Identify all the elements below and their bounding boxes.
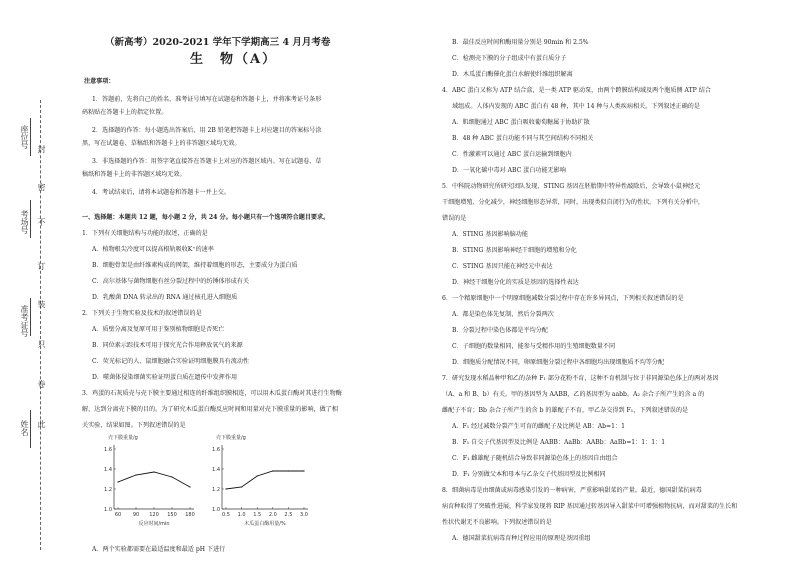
question-line: 2．下列关于生物实验及技术的叙述错误的是 (82, 310, 202, 317)
notice-line-4: 黑，写在试题卷、草稿纸和答题卡上的非答题区域均无效。 (82, 140, 241, 147)
y-tick-label: 1.4 (104, 466, 112, 473)
seal-char-7: 卷 (37, 380, 46, 388)
admission-number-field[interactable] (30, 298, 31, 336)
series-line (226, 471, 304, 489)
right-column (440, 0, 785, 561)
graph-reaction-time (92, 433, 204, 531)
x-axis-label: 木瓜蛋白酶用量/% (244, 521, 286, 527)
data-point (241, 486, 242, 487)
seal-char-6: 只 (37, 340, 46, 348)
data-point (135, 474, 136, 475)
question-line: 7．研究发现水稻品种甲和乙的杂种 F₁ 部分花粉不育，这种不育机制与位于非同源染色体上的两对基因 (442, 375, 719, 382)
question-line: A．都是染色体先复制，然后分裂两次 (452, 311, 554, 318)
question-line: D．细胞质分配情况不同，卵原细胞分裂过程中各细胞均出现细胞质不均等分配 (452, 359, 665, 366)
graph-enzyme-dosage-svg (200, 433, 320, 531)
notice-line-6: 稿纸和答题卡上的非答题区域均无效。 (82, 171, 186, 178)
seal-char-1: 封 (37, 145, 46, 153)
question-line: D．噬菌体侵染细菌实验证明蛋白质在遗传中发挥作用 (92, 374, 238, 381)
seal-char-4: 订 (37, 262, 46, 270)
question-line: D．木瓜蛋白酶催化蛋白水解使纤维组织解离 (452, 71, 573, 78)
seal-char-2: 密 (37, 183, 46, 191)
name-label: 姓名 (20, 420, 29, 436)
question-line: D．神经干细胞分化的实质是基因的选择性表达 (452, 279, 579, 286)
data-point (153, 471, 154, 472)
x-tick-label: 90 (132, 512, 140, 518)
x-tick-label: 2.5 (284, 512, 293, 518)
notice-line-5: 3．非选择题的作答：用签字笔直接答在答题卡上对应的答题区域内。写在试题卷、草 (92, 158, 322, 165)
seal-char-5: 装 (37, 300, 46, 308)
x-tick-label: 150 (167, 512, 177, 518)
seal-char-3: 不 (37, 218, 46, 226)
y-tick-label: 1.0 (212, 506, 220, 513)
question-line: C．检测壳下膜的分子组成中有蛋白质分子 (452, 55, 567, 62)
section-heading: 一、选择题：本题共 12 题，每小题 2 分，共 24 分。每小题只有一个选项符合题目要求。 (82, 214, 330, 221)
question-line: B．F₁ 自交子代基因型及比例是 AABB：AaBb：AABb：AaBb=1：1：1：1 (452, 439, 666, 446)
question-line: C．F₁ 雌雄配子随机结合导致非同源染色体上的基因自由组合 (452, 455, 618, 462)
question-line: C．子细胞的数量相同，能参与受精作用的生殖细胞数量不同 (452, 343, 616, 350)
seal-char-8: 此 (37, 420, 46, 428)
data-point (303, 470, 304, 471)
y-tick-label: 1.2 (104, 486, 112, 493)
question-line: B．STING 基因影响神经干细胞的增殖和分化 (452, 247, 577, 254)
data-point (117, 481, 118, 482)
question-line: 6．一个精原细胞中一个明原细胞减数分裂过程中存在许多异同点，下列相关叙述错误的是 (442, 295, 684, 302)
notice-line-7: 4．考试结束后，请将本试题卷和答题卡一并上交。 (92, 189, 230, 196)
question-line: C．荧光标记的人、鼠细胞融合实验证明细胞膜具有流动性 (92, 358, 250, 365)
subject-title: 生 物（A） (190, 52, 278, 67)
question-line: D．一氧化碳中毒对 ABC 蛋白功能无影响 (452, 167, 566, 174)
y-tick-label: 1.2 (212, 486, 220, 493)
notice-line-1: 1．答题前，先将自己的姓名、准考证号填写在试题卷和答题卡上，并将准考证号条形 (92, 96, 322, 103)
question-line: A．德国甜菜抗病毒育种过程应用的原理是基因重组 (452, 535, 591, 542)
question-line: C．性激素可以通过 ABC 蛋白运输到细胞内 (452, 151, 572, 158)
notice-heading: 注意事项： (84, 78, 115, 85)
y-axis-label: 壳下膜重量/g (108, 435, 138, 441)
y-tick-label: 1.4 (212, 466, 220, 473)
question-line: 关实验，结果如图。下列叙述错误的是 (82, 422, 186, 429)
seat-number-label: 座位号 (20, 125, 29, 149)
graph-enzyme-dosage (200, 433, 320, 531)
question-line: B．最佳反应时间和酶用量分别是 90min 和 2.5% (452, 39, 589, 46)
left-column (80, 0, 420, 561)
question-line: A．两个实验都需要在最适温度和最适 pH 下进行 (92, 546, 226, 553)
question-line: 干细胞增殖、分化减少，神经细胞形态异常，同时，出现类似自闭行为的性状。下列有关分析中， (442, 199, 705, 206)
y-tick-label: 1.6 (104, 446, 112, 453)
x-tick-label: 2.0 (268, 512, 277, 518)
question-line: 错误的是 (442, 215, 467, 222)
x-tick-label: 0.5 (222, 512, 230, 518)
x-tick-label: 60 (114, 512, 122, 518)
question-line: 4．ABC 蛋白又称为 ATP 结合盒，是一类 ATP 驱动泵，由两个跨膜结构域及两个胞质侧 ATP 结合 (442, 87, 711, 94)
x-tick-label: 1.0 (237, 512, 246, 518)
question-line: B．细胞骨架是由纤维素构成的网架，维持着细胞的形态，主要成分为蛋白质 (92, 262, 298, 269)
question-line: B．48 种 ABC 蛋白功能不同与其空间结构不同相关 (452, 135, 594, 142)
data-point (171, 476, 172, 477)
question-line: 域组成。人体内发现的 ABC 蛋白有 48 种，其中 14 种与人类疾病相关。下列叙述正确的是 (452, 103, 700, 110)
question-line: 解，达到分离壳下膜的目的。为了研究木瓜蛋白酶反应时间和用量对壳下膜重量的影响，做了相 (82, 406, 338, 413)
question-line: 雌配子不育；Bb 杂合子所产生的含 b 的雄配子不育，甲乙杂交得到 F₁，下列叙述错误的是 (442, 407, 689, 414)
question-line: A．植物根尖冷度可以提高根轨吸收K⁺的速率 (92, 246, 214, 253)
question-line: D．乳酸菌 DNA 转录出的 RNA 通过核孔进入细胞质 (92, 294, 238, 301)
exam-room-field[interactable] (30, 200, 31, 238)
question-line: 性状代谢无不良影响。下列叙述错误的是 (442, 519, 552, 526)
question-line: A．STING 基因影响脑功能 (452, 231, 528, 238)
y-tick-label: 1.0 (104, 506, 112, 513)
x-tick-label: 1.5 (253, 512, 262, 518)
question-line: C．高尔基体与菌物细胞有丝分裂过程中的纺锤体形成有关 (92, 278, 250, 285)
question-line: 病育种取得了突破性进展，科学家发现将 RIP 基因通过转基因导入甜菜中可增强植物抗病，而对甜菜的生长和 (442, 503, 738, 510)
notice-line-2: 码粘贴在答题卡上的指定位置。 (82, 109, 168, 116)
data-point (189, 486, 190, 487)
notice-line-3: 2．选择题的作答：每小题选出答案后，用 2B 铅笔把答题卡上对应题目的答案标号涂 (92, 127, 322, 134)
x-tick-label: 3.0 (300, 512, 308, 518)
question-line: C．STING 基因只能在神经元中表达 (452, 263, 553, 270)
question-line: （A、a 和 B、b）有关。甲的基因型为 AABB，乙的基因型为 aabb。A₂ 杂合子所产生的含 a 的 (442, 391, 705, 398)
data-point (257, 475, 258, 476)
data-point (288, 470, 289, 471)
question-line: B．同位素示踪技术可用于探究光合作用释放氧气的来源 (92, 342, 243, 349)
question-line: 3．鸡蛋的石灰质壳与壳下膜主要通过相连的纤维组织膜相连，可以用木瓜蛋白酶对其进行生物酶 (82, 390, 342, 397)
question-line: 5．中科院动物研究所研究团队发现，STING 基因在胚胎期中特异性敲除后，会导致小鼠神经元 (442, 183, 701, 190)
y-axis-label: 壳下膜重量/g (216, 435, 246, 441)
data-point (225, 488, 226, 489)
seal-line (40, 100, 41, 550)
question-line: D．F₁ 分别做父本和母本与乙杂交子代基因型及比例相同 (452, 471, 606, 478)
binding-margin (0, 0, 70, 561)
exam-room-label: 考场号 (20, 210, 29, 234)
question-line: 1．下列有关细胞结构与功能的叙述，正确的是 (82, 230, 208, 237)
question-line: B．分裂过程中染色体都是平均分配 (452, 327, 548, 334)
y-tick-label: 1.6 (212, 446, 220, 453)
name-field[interactable] (30, 410, 31, 448)
x-tick-label: 180 (185, 512, 195, 518)
x-tick-label: 120 (149, 512, 159, 518)
question-line: A．质壁分离及复原可用于鉴别植物细胞是否死亡 (92, 326, 225, 333)
data-point (272, 470, 273, 471)
x-axis-label: 反应时间/min (138, 521, 170, 527)
admission-number-label: 准考证号 (20, 305, 29, 337)
question-line: A．F₁ 经过减数分裂产生可育的雌配子及比例是 AB：Ab=1：1 (452, 423, 625, 430)
graph-reaction-time-svg (92, 433, 204, 531)
series-line (118, 472, 190, 487)
seat-number-field[interactable] (30, 118, 31, 156)
exam-title: （新高考）2020-2021 学年下学期高三 4 月月考卷 (105, 37, 331, 48)
question-line: 8．细菌病毒是由细菌或病毒感染引发的一种病害，严重影响甜菜的产量。最近，德国甜菜抗病毒 (442, 487, 702, 494)
question-line: A．肌细胞通过 ABC 蛋白吸收葡萄糖属于协助扩散 (452, 119, 590, 126)
